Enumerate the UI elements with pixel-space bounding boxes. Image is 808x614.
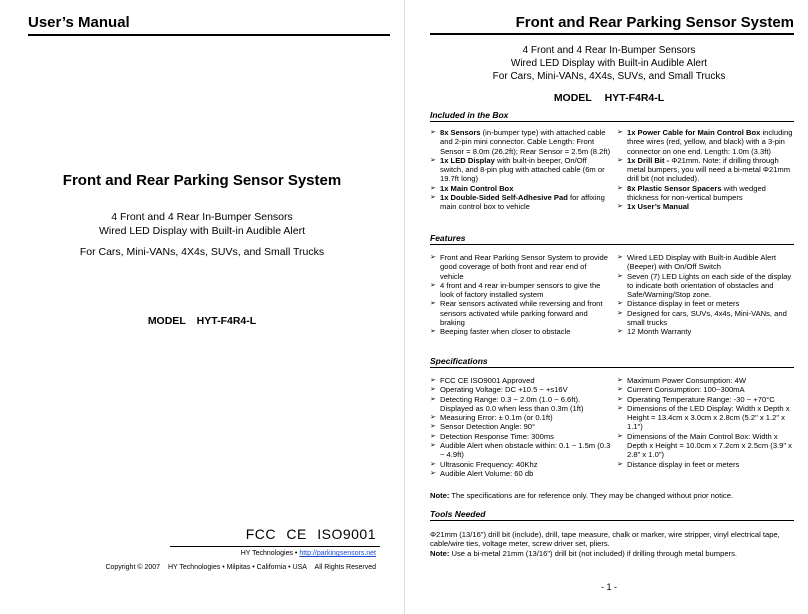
cover-title: Front and Rear Parking Sensor System xyxy=(62,172,342,189)
model-label: MODEL xyxy=(553,92,592,104)
right-page-header: Front and Rear Parking Sensor System xyxy=(430,14,794,35)
list-item: ➢ 1x Power Cable for Main Control Box including three wires (red, yellow, and black) with a 3-pin connector on one end. Length: 1.0m (3.3ft) xyxy=(617,128,797,156)
list-item: ➢ 4 front and 4 rear in-bumper sensors to give the look of factory installed system xyxy=(430,281,612,300)
list-item: ➢ Distance display in feet or meters xyxy=(617,460,797,469)
cover-subtitle-sensors: 4 Front and 4 Rear In-Bumper Sensors xyxy=(111,211,293,223)
list-item: ➢ Beeping faster when closer to obstacle xyxy=(430,327,612,336)
list-item: ➢ Wired LED Display with Built-in Audible Alert (Beeper) with On/Off Switch xyxy=(617,253,797,272)
specs-left xyxy=(430,376,612,478)
footer-divider xyxy=(170,546,380,547)
list-item: ➢ Sensor Detection Angle: 90° xyxy=(430,422,612,431)
footer-rights: All Rights Reserved xyxy=(314,564,376,571)
model-label: MODEL xyxy=(147,315,186,327)
list-item: ➢ 12 Month Warranty xyxy=(617,327,797,336)
section-specifications-heading: Specifications xyxy=(430,356,794,368)
fcc-logo: FCC xyxy=(245,526,276,542)
features-left xyxy=(430,253,612,337)
list-item: ➢ Audible Alert Volume: 60 db xyxy=(430,469,612,478)
list-item: ➢ Measuring Error: ± 0.1m (or 0.1ft) xyxy=(430,413,612,422)
list-item: ➢ Seven (7) LED Lights on each side of the display to indicate both orientation of obstacles and Safe/Warning/Stop zone. xyxy=(617,272,797,300)
cover-model xyxy=(0,315,404,327)
list-item: ➢ 1x Drill Bit - Φ21mm. Note: if drilling through metal bumpers, you will need a bi-metal Φ21mm drill bit (not included). xyxy=(617,156,797,184)
list-item: ➢ Ultrasonic Frequency: 40Khz xyxy=(430,460,612,469)
website-link[interactable]: http://parkingsensors.net xyxy=(299,550,376,557)
list-item: ➢ Maximum Power Consumption: 4W xyxy=(617,376,797,385)
model-value: HYT-F4R4-L xyxy=(196,315,257,327)
section-tools-heading: Tools Needed xyxy=(430,509,794,521)
cover-subtitle-vehicles: For Cars, Mini-VANs, 4X4s, SUVs, and Small Trucks xyxy=(79,246,325,258)
list-item: ➢ 1x Main Control Box xyxy=(430,184,612,193)
list-item: ➢ 1x Double-Sided Self-Adhesive Pad for affixing main control box to vehicle xyxy=(430,193,612,212)
page-number: - 1 - xyxy=(600,582,617,592)
ce-logo: CE xyxy=(286,526,307,542)
right-page xyxy=(410,0,808,614)
list-item: ➢ 8x Sensors (in-bumper type) with attached cable and 2-pin mini connector. Cable Length: Front Sensor = 8.0m (26.2ft); Rear Sensor = 2.5m (8.2ft) xyxy=(430,128,612,156)
subtitle-sensors: 4 Front and 4 Rear In-Bumper Sensors xyxy=(522,45,696,56)
spec-note xyxy=(430,491,794,500)
subtitle-display: Wired LED Display with Built-in Audible Alert xyxy=(510,58,708,69)
tools-list: Φ21mm (13/16") drill bit (include), drill, tape measure, chalk or marker, wire stripper, vinyl electrical tape, cable/wire ties, voltage meter, screw driver set, pliers. xyxy=(430,530,780,549)
page-divider xyxy=(404,0,405,614)
list-item: ➢ Front and Rear Parking Sensor System to provide good coverage of both front and rear end of vehicle xyxy=(430,253,612,281)
left-page-header xyxy=(28,14,390,36)
footer-address: HY Technologies • Milpitas • California • USA xyxy=(167,564,307,571)
model-value: HYT-F4R4-L xyxy=(604,92,665,104)
section-features-heading: Features xyxy=(430,233,794,245)
list-item: ➢ Dimensions of the Main Control Box: Width x Depth x Height = 10.0cm x 7.2cm x 2.5cm (3.9" x 2.8" x 1.0") xyxy=(617,432,797,460)
cover-subtitle-display: Wired LED Display with Built-in Audible Alert xyxy=(98,225,305,237)
tools-note xyxy=(430,549,794,558)
list-item: ➢ Audible Alert when obstacle within: 0.1 ~ 1.5m (0.3 ~ 4.9ft) xyxy=(430,441,612,460)
list-item: ➢ Designed for cars, SUVs, 4x4s, Mini-VANs, and small trucks xyxy=(617,309,797,328)
manual-header-title: User’s Manual xyxy=(28,14,130,31)
list-item: ➢ Distance display in feet or meters xyxy=(617,299,797,308)
box-items-right xyxy=(617,128,797,212)
subtitle-vehicles: For Cars, Mini-VANs, 4X4s, SUVs, and Small Trucks xyxy=(492,71,726,82)
box-items-left xyxy=(430,128,612,212)
list-item: ➢ Operating Temperature Range: -30 ~ +70°C xyxy=(617,395,797,404)
list-item: ➢ 8x Plastic Sensor Spacers with wedged thickness for non-vertical bumpers xyxy=(617,184,797,203)
list-item: ➢ 1x LED Display with built-in beeper, On/Off switch, and 8-pin plug with attached cable (6m or 19.7ft long) xyxy=(430,156,612,184)
tools-note-label: Note: xyxy=(430,549,450,558)
features-right xyxy=(617,253,797,337)
spec-note-label: Note: xyxy=(430,491,450,500)
list-item: ➢ 1x User’s Manual xyxy=(617,202,797,211)
list-item: ➢ Current Consumption: 100~300mA xyxy=(617,385,797,394)
list-item: ➢ Detection Response Time: 300ms xyxy=(430,432,612,441)
footer-company-line xyxy=(241,550,376,557)
footer-copyright-line xyxy=(99,564,376,571)
list-item: ➢ Rear sensors activated while reversing and front sensors activated while parking forward and braking xyxy=(430,299,612,327)
section-included-heading: Included in the Box xyxy=(430,110,794,122)
list-item: ➢ Operating Voltage: DC +10.5 ~ +s16V xyxy=(430,385,612,394)
model-line xyxy=(410,92,808,104)
list-item: ➢ FCC CE ISO9001 Approved xyxy=(430,376,612,385)
iso-logo: ISO9001 xyxy=(317,526,376,542)
specs-right xyxy=(617,376,797,469)
tools-note-text: Use a bi-metal 21mm (13/16") drill bit (not included) if drilling through metal bumpers. xyxy=(449,549,737,558)
footer-company: HY Technologies • xyxy=(240,550,298,557)
spec-note-text: The specifications are for reference only. They may be changed without prior notice. xyxy=(449,491,734,500)
list-item: ➢ Dimensions of the LED Display: Width x Depth x Height = 13.4cm x 3.0cm x 2.8cm (5.2" x 1.2" x 1.1") xyxy=(617,404,797,432)
list-item: ➢ Detecting Range: 0.3 ~ 2.0m (1.0 ~ 6.6ft). Displayed as 0.0 when less than 0.3m (1ft) xyxy=(430,395,612,414)
footer-copyright: Copyright © 2007 xyxy=(105,564,161,571)
certification-logos xyxy=(240,526,376,542)
